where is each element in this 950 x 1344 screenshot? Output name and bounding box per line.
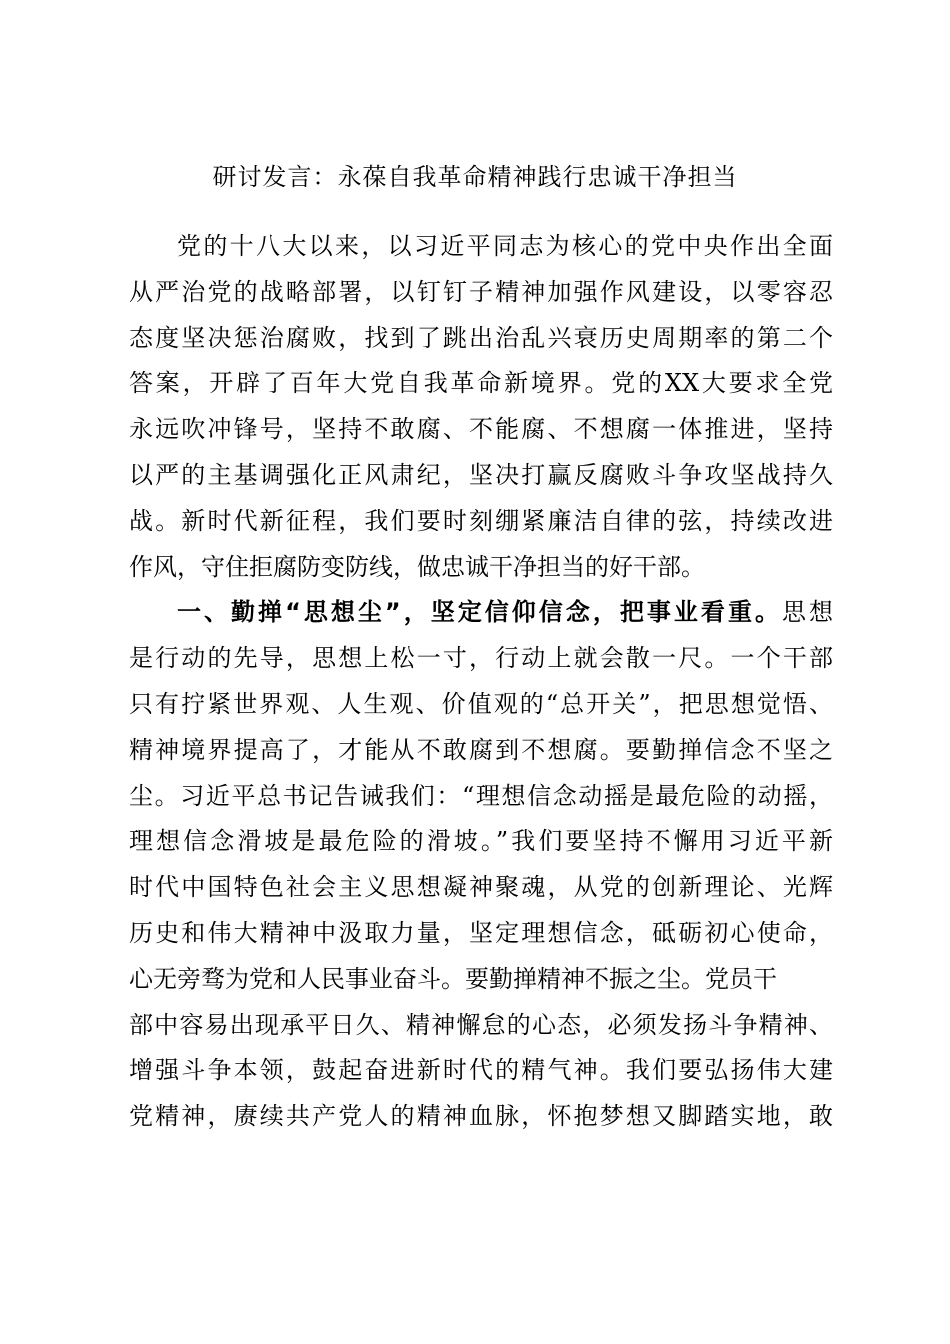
section-1-line: 历史和伟大精神中汲取力量，坚定理想信念，砥砺初心使命， (129, 918, 833, 947)
section-1-line: 只有拧紧世界观、人生观、价值观的“总开关”，把思想觉悟、 (129, 689, 833, 718)
section-1-first-line (129, 590, 833, 636)
intro-line: 永远吹冲锋号，坚持不敢腐、不能腐、不想腐一体推进，坚持 (129, 415, 833, 444)
section-1-first-line-rest: 思想 (781, 598, 834, 627)
section-1-line: 精神境界提高了，才能从不敢腐到不想腐。要勤掸信念不坚之 (129, 735, 833, 764)
section-1-line: 心无旁骛为党和人民事业奋斗。要勤掸精神不振之尘。党员干 (129, 964, 777, 993)
intro-line: 从严治党的战略部署，以钉钉子精神加强作风建设，以零容忍 (129, 277, 833, 306)
section-1-line: 部中容易出现承平日久、精神懈怠的心态，必须发扬斗争精神、 (129, 1010, 833, 1039)
intro-line: 答案，开辟了百年大党自我革命新境界。党的XX大要求全党 (129, 369, 833, 398)
section-1-line: 尘。习近平总书记告诫我们：“理想信念动摇是最危险的动摇， (129, 781, 833, 810)
section-1-line: 增强斗争本领，鼓起奋进新时代的精气神。我们要弘扬伟大建 (129, 1056, 833, 1085)
intro-line: 作风，守住拒腐防变防线，做忠诚干净担当的好干部。 (129, 552, 705, 581)
document-title: 研讨发言：永葆自我革命精神践行忠诚干净担当 (212, 163, 738, 191)
section-1-heading: 一、勤掸“思想尘”，坚定信仰信念，把事业看重。 (177, 598, 782, 627)
intro-line: 态度坚决惩治腐败，找到了跳出治乱兴衰历史周期率的第二个 (129, 323, 833, 352)
section-1-line: 党精神，赓续共产党人的精神血脉，怀抱梦想又脚踏实地，敢 (129, 1102, 833, 1131)
section-1-line: 理想信念滑坡是最危险的滑坡。”我们要坚持不懈用习近平新 (129, 827, 833, 856)
intro-line: 战。新时代新征程，我们要时刻绷紧廉洁自律的弦，持续改进 (129, 506, 833, 535)
intro-line: 以严的主基调强化正风肃纪，坚决打赢反腐败斗争攻坚战持久 (129, 460, 833, 489)
intro-line: 党的十八大以来，以习近平同志为核心的党中央作出全面 (177, 232, 833, 260)
section-1-line: 时代中国特色社会主义思想凝神聚魂，从党的创新理论、光辉 (129, 873, 833, 902)
section-1-line: 是行动的先导，思想上松一寸，行动上就会散一尺。一个干部 (129, 644, 833, 673)
document-body (129, 224, 833, 1140)
